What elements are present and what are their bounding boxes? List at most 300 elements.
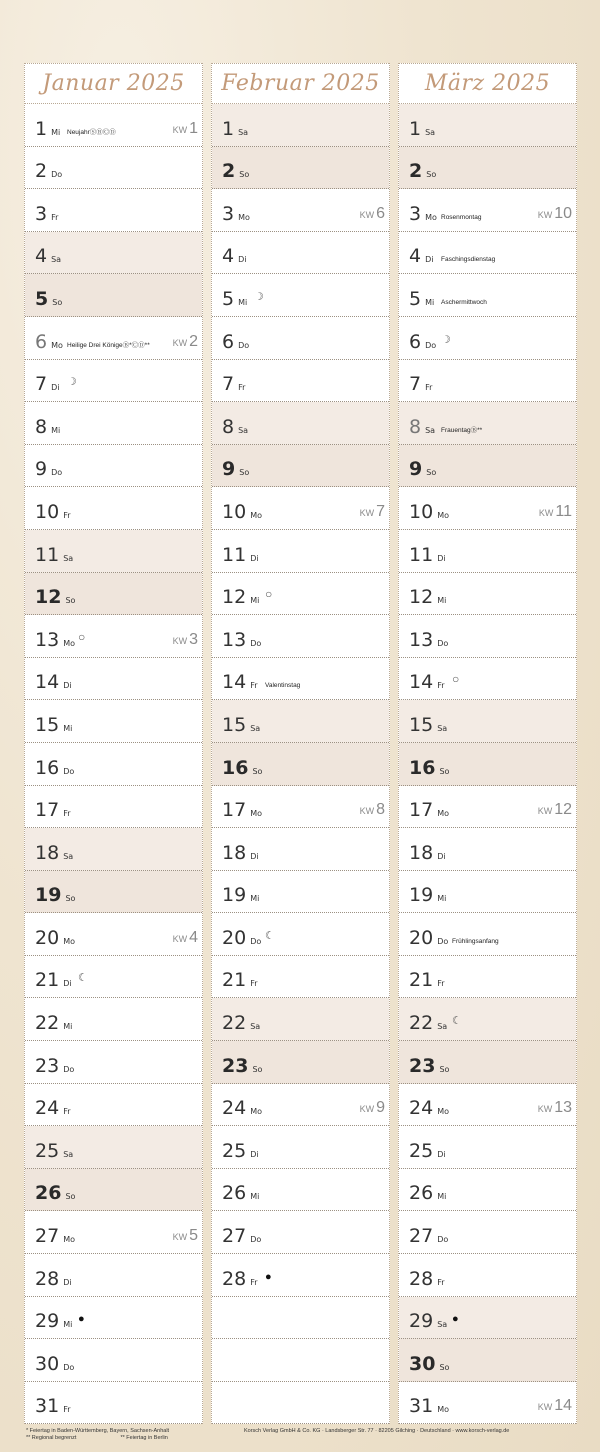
day-number bbox=[222, 927, 261, 949]
day-number-value: 3 bbox=[409, 202, 422, 225]
calendar-week-number: 13 bbox=[554, 1099, 572, 1117]
day-number-value: 10 bbox=[35, 500, 60, 523]
day-row bbox=[399, 615, 576, 658]
day-row bbox=[25, 147, 202, 190]
last-quarter-moon-icon: ☾ bbox=[265, 929, 275, 942]
day-number-value: 19 bbox=[35, 884, 62, 907]
day-number-value: 15 bbox=[222, 713, 247, 736]
day-number-value: 1 bbox=[409, 117, 422, 140]
day-row bbox=[399, 913, 576, 956]
day-row bbox=[25, 1041, 202, 1084]
day-number-value: 14 bbox=[35, 671, 60, 694]
calendar-week-number: 12 bbox=[554, 801, 572, 819]
calendar-week bbox=[173, 1227, 198, 1245]
calendar-week bbox=[538, 1397, 572, 1415]
weekday-label: Mo bbox=[238, 212, 250, 222]
day-row bbox=[399, 1169, 576, 1212]
day-row bbox=[399, 317, 576, 360]
weekday-label: Di bbox=[63, 1277, 72, 1287]
day-number-value: 20 bbox=[222, 926, 247, 949]
day-number-value: 22 bbox=[35, 1012, 60, 1035]
calendar-week-label: KW bbox=[172, 124, 188, 135]
day-number bbox=[409, 1012, 447, 1034]
day-number-value: 27 bbox=[35, 1225, 60, 1248]
calendar-week-number: 3 bbox=[189, 630, 198, 648]
day-number-value: 22 bbox=[409, 1012, 434, 1035]
footer-publisher: Korsch Verlag GmbH & Co. KG · Landsberger Str. 77 · 82205 Gilching · Deutschland · www.korsch-verlag.de bbox=[244, 1428, 510, 1434]
day-row bbox=[399, 743, 576, 786]
day-number-value: 26 bbox=[35, 1182, 62, 1205]
weekday-label: Di bbox=[63, 979, 72, 989]
day-number-value: 17 bbox=[222, 799, 247, 822]
last-quarter-moon-icon: ☾ bbox=[452, 1015, 462, 1028]
day-number bbox=[409, 714, 447, 736]
weekday-label: Fr bbox=[63, 1405, 71, 1415]
calendar-week-label: KW bbox=[172, 635, 188, 646]
weekday-label: Fr bbox=[425, 383, 433, 393]
weekday-label: Do bbox=[63, 1362, 75, 1372]
day-number bbox=[409, 1225, 448, 1247]
day-row bbox=[399, 658, 576, 701]
calendar-week bbox=[173, 333, 198, 351]
calendar-week-label: KW bbox=[359, 507, 375, 518]
day-number bbox=[222, 586, 259, 608]
weekday-label: Mi bbox=[250, 596, 260, 606]
legend-line: ** Feiertag in Berlin bbox=[120, 1435, 168, 1441]
day-number bbox=[409, 118, 435, 140]
day-row bbox=[399, 360, 576, 403]
day-row bbox=[212, 317, 389, 360]
weekday-label: Mo bbox=[63, 638, 75, 648]
day-number bbox=[222, 1097, 262, 1119]
day-row bbox=[25, 743, 202, 786]
day-number-value: 15 bbox=[409, 713, 434, 736]
weekday-label: Sa bbox=[63, 851, 74, 861]
day-number-value: 7 bbox=[409, 373, 422, 396]
day-number-value: 12 bbox=[409, 586, 434, 609]
weekday-label: Sa bbox=[250, 1022, 261, 1032]
day-number bbox=[409, 203, 437, 225]
day-number-value: 19 bbox=[409, 884, 434, 907]
day-number bbox=[35, 927, 75, 949]
day-row bbox=[25, 1297, 202, 1340]
weekday-label: Fr bbox=[437, 979, 445, 989]
day-row bbox=[25, 530, 202, 573]
day-number bbox=[222, 118, 248, 140]
weekday-label: Do bbox=[425, 340, 437, 350]
day-number bbox=[409, 501, 449, 523]
day-row bbox=[212, 956, 389, 999]
calendar-week-label: KW bbox=[172, 1232, 188, 1243]
calendar-week-label: KW bbox=[172, 337, 188, 348]
weekday-label: Sa bbox=[238, 127, 249, 137]
day-number bbox=[35, 373, 59, 395]
calendar-week bbox=[360, 205, 385, 223]
weekday-label: Di bbox=[437, 851, 446, 861]
day-number bbox=[35, 1055, 74, 1077]
day-number-value: 9 bbox=[35, 458, 48, 481]
calendar-week-number: 9 bbox=[376, 1099, 385, 1117]
day-row bbox=[399, 232, 576, 275]
day-number-value: 31 bbox=[35, 1395, 60, 1418]
day-number bbox=[222, 416, 248, 438]
weekday-label: Di bbox=[425, 255, 434, 265]
weekday-label: Mi bbox=[250, 894, 260, 904]
day-number bbox=[222, 884, 259, 906]
day-row bbox=[399, 147, 576, 190]
weekday-label: Sa bbox=[437, 1320, 448, 1330]
calendar-week-number: 4 bbox=[189, 928, 198, 946]
weekday-label: So bbox=[239, 170, 250, 180]
legend-line: ** Regional begrenzt bbox=[26, 1435, 77, 1441]
day-row bbox=[25, 1084, 202, 1127]
weekday-label: Fr bbox=[437, 681, 445, 691]
day-row bbox=[212, 104, 389, 147]
calendar-week-label: KW bbox=[537, 1104, 553, 1115]
day-number bbox=[35, 842, 73, 864]
weekday-label: Fr bbox=[250, 681, 258, 691]
day-row bbox=[25, 487, 202, 530]
day-number bbox=[409, 1140, 446, 1162]
day-row bbox=[25, 402, 202, 445]
day-number bbox=[409, 799, 449, 821]
weekday-label: Do bbox=[63, 1064, 75, 1074]
day-number bbox=[409, 331, 436, 353]
day-row bbox=[212, 871, 389, 914]
day-number-value: 12 bbox=[35, 586, 62, 609]
weekday-label: Mi bbox=[238, 297, 248, 307]
day-number bbox=[35, 1012, 72, 1034]
day-number-value: 11 bbox=[409, 543, 434, 566]
weekday-label: Fr bbox=[250, 1277, 258, 1287]
full-moon-icon: ○ bbox=[452, 672, 460, 687]
weekday-label: So bbox=[426, 468, 437, 478]
weekday-label: So bbox=[52, 297, 63, 307]
day-number bbox=[409, 927, 448, 949]
weekday-label: Mi bbox=[51, 425, 61, 435]
weekday-label: Do bbox=[250, 1235, 262, 1245]
day-number bbox=[35, 629, 75, 651]
day-number bbox=[35, 969, 72, 991]
new-moon-icon: ● bbox=[78, 1313, 85, 1326]
day-row bbox=[399, 104, 576, 147]
weekday-label: Mi bbox=[250, 1192, 260, 1202]
day-number bbox=[35, 799, 71, 821]
day-number bbox=[409, 586, 446, 608]
footer-legend bbox=[26, 1428, 169, 1442]
weekday-label: Mo bbox=[437, 1405, 449, 1415]
day-row bbox=[25, 317, 202, 360]
weekday-label: Di bbox=[238, 255, 247, 265]
day-number-value: 3 bbox=[35, 202, 48, 225]
day-number bbox=[409, 671, 445, 693]
day-row bbox=[399, 189, 576, 232]
weekday-label: Fr bbox=[63, 510, 71, 520]
weekday-label: Sa bbox=[437, 723, 448, 733]
weekday-label: Do bbox=[51, 468, 63, 478]
day-number bbox=[222, 160, 249, 182]
weekday-label: Sa bbox=[63, 1149, 74, 1159]
day-row bbox=[399, 1084, 576, 1127]
day-number bbox=[35, 1097, 71, 1119]
full-moon-icon: ○ bbox=[265, 587, 273, 602]
weekday-label: Fr bbox=[437, 1277, 445, 1287]
day-number bbox=[35, 288, 62, 310]
day-number-value: 29 bbox=[409, 1310, 434, 1333]
day-number bbox=[35, 1353, 74, 1375]
day-number bbox=[35, 1268, 72, 1290]
day-number-value: 28 bbox=[222, 1267, 247, 1290]
holiday-note: Aschermittwoch bbox=[441, 298, 487, 306]
day-row bbox=[25, 658, 202, 701]
day-number bbox=[35, 416, 60, 438]
day-number bbox=[35, 331, 63, 353]
day-row bbox=[212, 1041, 389, 1084]
day-row bbox=[25, 828, 202, 871]
holiday-note: Rosenmontag bbox=[441, 213, 482, 221]
day-row bbox=[212, 487, 389, 530]
day-row bbox=[399, 1126, 576, 1169]
holiday-note: Valentinstag bbox=[265, 682, 301, 690]
day-number-value: 28 bbox=[409, 1267, 434, 1290]
weekday-label: So bbox=[439, 1362, 450, 1372]
day-number bbox=[222, 203, 250, 225]
day-row bbox=[399, 1382, 576, 1425]
day-number-value: 30 bbox=[35, 1352, 60, 1375]
day-number-value: 17 bbox=[409, 799, 434, 822]
weekday-label: Sa bbox=[238, 425, 249, 435]
day-row bbox=[212, 786, 389, 829]
holiday-note: Faschingsdienstag bbox=[441, 256, 496, 264]
day-number bbox=[222, 629, 261, 651]
day-row bbox=[212, 1339, 389, 1382]
day-number-value: 21 bbox=[35, 969, 60, 992]
day-number-value: 18 bbox=[222, 841, 247, 864]
day-number-value: 5 bbox=[222, 287, 235, 310]
holiday-note: Frühlingsanfang bbox=[452, 937, 499, 945]
month-column-januar bbox=[24, 63, 203, 1424]
calendar-week bbox=[538, 1099, 572, 1117]
day-number bbox=[222, 1012, 260, 1034]
calendar-week-number: 8 bbox=[376, 801, 385, 819]
weekday-label: Mo bbox=[63, 936, 75, 946]
calendar-week bbox=[538, 801, 572, 819]
weekday-label: Mi bbox=[437, 894, 447, 904]
day-number bbox=[35, 118, 60, 140]
day-row bbox=[212, 147, 389, 190]
day-row bbox=[25, 189, 202, 232]
day-row bbox=[212, 1169, 389, 1212]
day-row bbox=[212, 1084, 389, 1127]
weekday-label: Do bbox=[250, 936, 262, 946]
day-number-value: 25 bbox=[222, 1139, 247, 1162]
day-row bbox=[25, 274, 202, 317]
weekday-label: Do bbox=[437, 936, 449, 946]
day-number-value: 23 bbox=[409, 1054, 436, 1077]
day-number bbox=[222, 799, 262, 821]
weekday-label: Di bbox=[250, 851, 259, 861]
weekday-label: Fr bbox=[51, 212, 59, 222]
day-number bbox=[409, 245, 433, 267]
day-number-value: 25 bbox=[409, 1139, 434, 1162]
day-number-value: 3 bbox=[222, 202, 235, 225]
day-number bbox=[222, 458, 249, 480]
day-row bbox=[25, 1211, 202, 1254]
holiday-note: NeujahrⓈⒷⒸⒹ bbox=[67, 128, 116, 136]
weekday-label: So bbox=[252, 766, 263, 776]
calendar-week bbox=[538, 205, 572, 223]
calendar-week-number: 14 bbox=[554, 1397, 572, 1415]
day-number-value: 20 bbox=[35, 926, 60, 949]
first-quarter-moon-icon: ☽ bbox=[254, 290, 264, 303]
month-title: Januar 2025 bbox=[25, 63, 202, 104]
month-title: März 2025 bbox=[399, 63, 576, 104]
day-number-value: 24 bbox=[35, 1097, 60, 1120]
day-row bbox=[212, 274, 389, 317]
day-row bbox=[25, 1382, 202, 1425]
day-number-value: 2 bbox=[35, 160, 48, 183]
day-number-value: 6 bbox=[222, 330, 235, 353]
day-number-value: 9 bbox=[222, 458, 236, 481]
legend-line: * Feiertag in Baden-Württemberg, Bayern, Sachsen-Anhalt bbox=[26, 1428, 170, 1434]
calendar-week bbox=[173, 120, 198, 138]
day-number-value: 26 bbox=[409, 1182, 434, 1205]
weekday-label: Mo bbox=[250, 1107, 262, 1117]
weekday-label: Di bbox=[250, 553, 259, 563]
day-number bbox=[222, 1225, 261, 1247]
weekday-label: Mo bbox=[425, 212, 437, 222]
day-number bbox=[35, 160, 62, 182]
day-number-value: 24 bbox=[409, 1097, 434, 1120]
day-number bbox=[222, 331, 249, 353]
day-list bbox=[399, 104, 576, 1424]
day-number-value: 5 bbox=[409, 287, 422, 310]
day-row bbox=[212, 743, 389, 786]
day-number-value: 7 bbox=[35, 373, 48, 396]
day-number bbox=[222, 501, 262, 523]
calendar-week bbox=[173, 631, 198, 649]
weekday-label: So bbox=[252, 1064, 263, 1074]
first-quarter-moon-icon: ☽ bbox=[67, 376, 77, 389]
day-row bbox=[25, 1254, 202, 1297]
day-number bbox=[35, 458, 62, 480]
day-row bbox=[212, 700, 389, 743]
day-number bbox=[222, 969, 258, 991]
day-number bbox=[409, 1268, 445, 1290]
day-number-value: 17 bbox=[35, 799, 60, 822]
day-row bbox=[212, 445, 389, 488]
weekday-label: Mi bbox=[63, 1320, 73, 1330]
new-moon-icon: ● bbox=[452, 1313, 459, 1326]
month-column-februar bbox=[211, 63, 390, 1424]
calendar-week-label: KW bbox=[538, 507, 554, 518]
day-row bbox=[25, 700, 202, 743]
weekday-label: Di bbox=[437, 553, 446, 563]
day-number bbox=[222, 1055, 262, 1077]
day-number bbox=[222, 757, 262, 779]
weekday-label: Sa bbox=[63, 553, 74, 563]
day-number-value: 6 bbox=[35, 330, 48, 353]
day-number-value: 5 bbox=[35, 287, 49, 310]
day-number-value: 10 bbox=[222, 500, 247, 523]
day-number-value: 16 bbox=[222, 756, 249, 779]
weekday-label: Sa bbox=[51, 255, 62, 265]
day-number-value: 4 bbox=[409, 245, 422, 268]
day-number-value: 6 bbox=[409, 330, 422, 353]
day-row bbox=[25, 573, 202, 616]
weekday-label: Mo bbox=[250, 510, 262, 520]
month-column-maerz bbox=[398, 63, 577, 1424]
day-row bbox=[212, 530, 389, 573]
weekday-label: Fr bbox=[63, 1107, 71, 1117]
weekday-label: So bbox=[65, 596, 76, 606]
weekday-label: Do bbox=[437, 638, 449, 648]
day-number-value: 27 bbox=[222, 1225, 247, 1248]
day-number bbox=[222, 288, 247, 310]
last-quarter-moon-icon: ☾ bbox=[78, 972, 88, 985]
day-number-value: 1 bbox=[222, 117, 235, 140]
calendar-week-label: KW bbox=[537, 806, 553, 817]
day-row bbox=[25, 1126, 202, 1169]
day-number bbox=[35, 671, 72, 693]
day-number-value: 14 bbox=[222, 671, 247, 694]
day-number bbox=[35, 245, 61, 267]
weekday-label: Mo bbox=[437, 510, 449, 520]
weekday-label: Mo bbox=[250, 809, 262, 819]
calendar-week-label: KW bbox=[359, 209, 375, 220]
day-number-value: 13 bbox=[409, 628, 434, 651]
weekday-label: Mi bbox=[63, 723, 73, 733]
day-row bbox=[25, 956, 202, 999]
day-number bbox=[409, 160, 436, 182]
day-number bbox=[222, 1182, 259, 1204]
day-number bbox=[222, 245, 246, 267]
day-row bbox=[212, 360, 389, 403]
weekday-label: Mi bbox=[425, 297, 435, 307]
weekday-label: Mi bbox=[51, 127, 61, 137]
weekday-label: So bbox=[439, 766, 450, 776]
day-number bbox=[222, 714, 260, 736]
calendar-week-number: 5 bbox=[189, 1227, 198, 1245]
day-number bbox=[35, 501, 71, 523]
day-number-value: 20 bbox=[409, 926, 434, 949]
day-row bbox=[212, 1254, 389, 1297]
calendar-week bbox=[539, 503, 572, 521]
day-number bbox=[409, 884, 446, 906]
day-number-value: 23 bbox=[222, 1054, 249, 1077]
day-number bbox=[222, 842, 259, 864]
day-number-value: 8 bbox=[409, 415, 422, 438]
day-number-value: 13 bbox=[35, 628, 60, 651]
day-row bbox=[399, 1339, 576, 1382]
day-number bbox=[409, 373, 432, 395]
day-number bbox=[35, 203, 58, 225]
day-number-value: 8 bbox=[35, 415, 48, 438]
day-row bbox=[399, 700, 576, 743]
calendar-week-number: 6 bbox=[376, 204, 385, 222]
weekday-label: Di bbox=[63, 681, 72, 691]
day-number bbox=[35, 757, 74, 779]
weekday-label: Sa bbox=[425, 127, 436, 137]
day-number-value: 10 bbox=[409, 500, 434, 523]
calendar-week bbox=[173, 929, 198, 947]
day-number bbox=[409, 1182, 446, 1204]
weekday-label: Do bbox=[238, 340, 250, 350]
day-number bbox=[222, 1140, 259, 1162]
day-number-value: 1 bbox=[35, 117, 48, 140]
day-number-value: 2 bbox=[222, 160, 236, 183]
day-row bbox=[212, 913, 389, 956]
